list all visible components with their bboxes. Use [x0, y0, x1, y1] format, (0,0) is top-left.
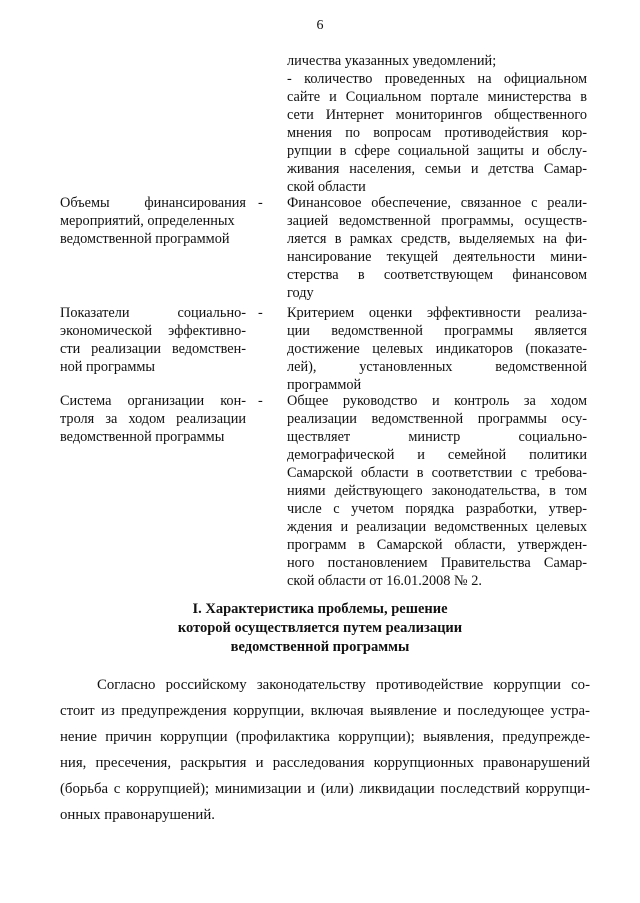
value-line: Самарской области в соответствии с требова- — [287, 465, 587, 481]
value-line: - количество проведенных на официальном — [287, 71, 587, 87]
value-line: программой — [287, 377, 362, 393]
value-line: сети Интернет мониторингов общественного — [287, 107, 587, 123]
value-line: программ в Самарской области, утвержден- — [287, 537, 587, 553]
value-line: личества указанных уведомлений; — [287, 53, 497, 69]
passport-row-value — [287, 392, 587, 590]
heading-line: которой осуществляется путем реализации — [177, 620, 463, 636]
value-line: Общее руководство и контроль за ходом — [287, 393, 587, 409]
paragraph-line: Согласно российскому законодательству противодействие коррупции со- — [97, 677, 590, 693]
paragraph-line: стоит из предупреждения коррупции, включая выявление и последующее устра- — [60, 703, 590, 719]
value-line: ляется в рамках средств, выделяемых на фи- — [287, 231, 587, 247]
section-heading — [0, 600, 640, 657]
value-line: ской области от 16.01.2008 № 2. — [287, 573, 482, 589]
label-line: Показатели социально- — [60, 305, 246, 321]
label-line: ведомственной программой — [60, 231, 230, 247]
passport-row-dash: - — [258, 195, 263, 211]
value-line: ской области — [287, 179, 366, 195]
paragraph-line: ния, пресечения, раскрытия и расследования коррупционных правонарушений — [60, 755, 590, 771]
value-line: ществляет министр социально- — [287, 429, 587, 445]
label-line: сти реализации ведомствен- — [60, 341, 246, 357]
label-line: мероприятий, определенных — [60, 213, 235, 229]
passport-row-label — [60, 194, 246, 248]
value-line: реализации ведомственной программы осу- — [287, 411, 587, 427]
value-line: Критерием оценки эффективности реализа- — [287, 305, 587, 321]
value-line: году — [287, 285, 314, 301]
label-line: троля за ходом реализации — [60, 411, 246, 427]
value-line: числе с учетом порядка разработки, утвер- — [287, 501, 587, 517]
value-line: живания населения, семьи и детства Самар- — [287, 161, 587, 177]
value-line: ниями действующего законодательства, в том — [287, 483, 587, 499]
label-line: Объемы финансирования — [60, 195, 246, 211]
label-line: экономической эффективно- — [60, 323, 246, 339]
value-line: мнения по вопросам противодействия кор- — [287, 125, 587, 141]
value-line: ного постановлением Правительства Самар- — [287, 555, 587, 571]
value-line: Финансовое обеспечение, связанное с реали- — [287, 195, 587, 211]
passport-row-value — [287, 52, 587, 196]
value-line: ции ведомственной программы является — [287, 323, 587, 339]
label-line: ведомственной программы — [60, 429, 225, 445]
body-paragraph — [60, 672, 590, 828]
heading-line: ведомственной программы — [230, 639, 410, 655]
passport-row-label — [60, 304, 246, 376]
label-line: Система организации кон- — [60, 393, 246, 409]
paragraph-line: онных правонарушений. — [60, 807, 215, 823]
value-line: достижение целевых индикаторов (показате- — [287, 341, 587, 357]
passport-row-dash: - — [258, 393, 263, 409]
value-line: демографической и семейной политики — [287, 447, 587, 463]
passport-row-label — [60, 392, 246, 446]
paragraph-line: нение причин коррупции (профилактика коррупции); выявления, предупрежде- — [60, 729, 590, 745]
value-line: нансирование текущей деятельности мини- — [287, 249, 587, 265]
value-line: стерства в соответствующем финансовом — [287, 267, 587, 283]
value-line: рупции в сфере социальной защиты и обслу- — [287, 143, 587, 159]
value-line: ждения и реализации ведомственных целевых — [287, 519, 587, 535]
passport-row-dash: - — [258, 305, 263, 321]
page-number: 6 — [316, 18, 324, 33]
value-line: зацией ведомственной программы, осуществ- — [287, 213, 587, 229]
label-line: ной программы — [60, 359, 156, 375]
passport-row-value — [287, 194, 587, 302]
passport-row-value — [287, 304, 587, 394]
value-line: лей), установленных ведомственной — [287, 359, 587, 375]
heading-line: I. Характеристика проблемы, решение — [192, 601, 448, 617]
value-line: сайте и Социальном портале министерства в — [287, 89, 587, 105]
paragraph-line: (борьба с коррупцией); минимизации и (или) ликвидации последствий коррупци- — [60, 781, 590, 797]
